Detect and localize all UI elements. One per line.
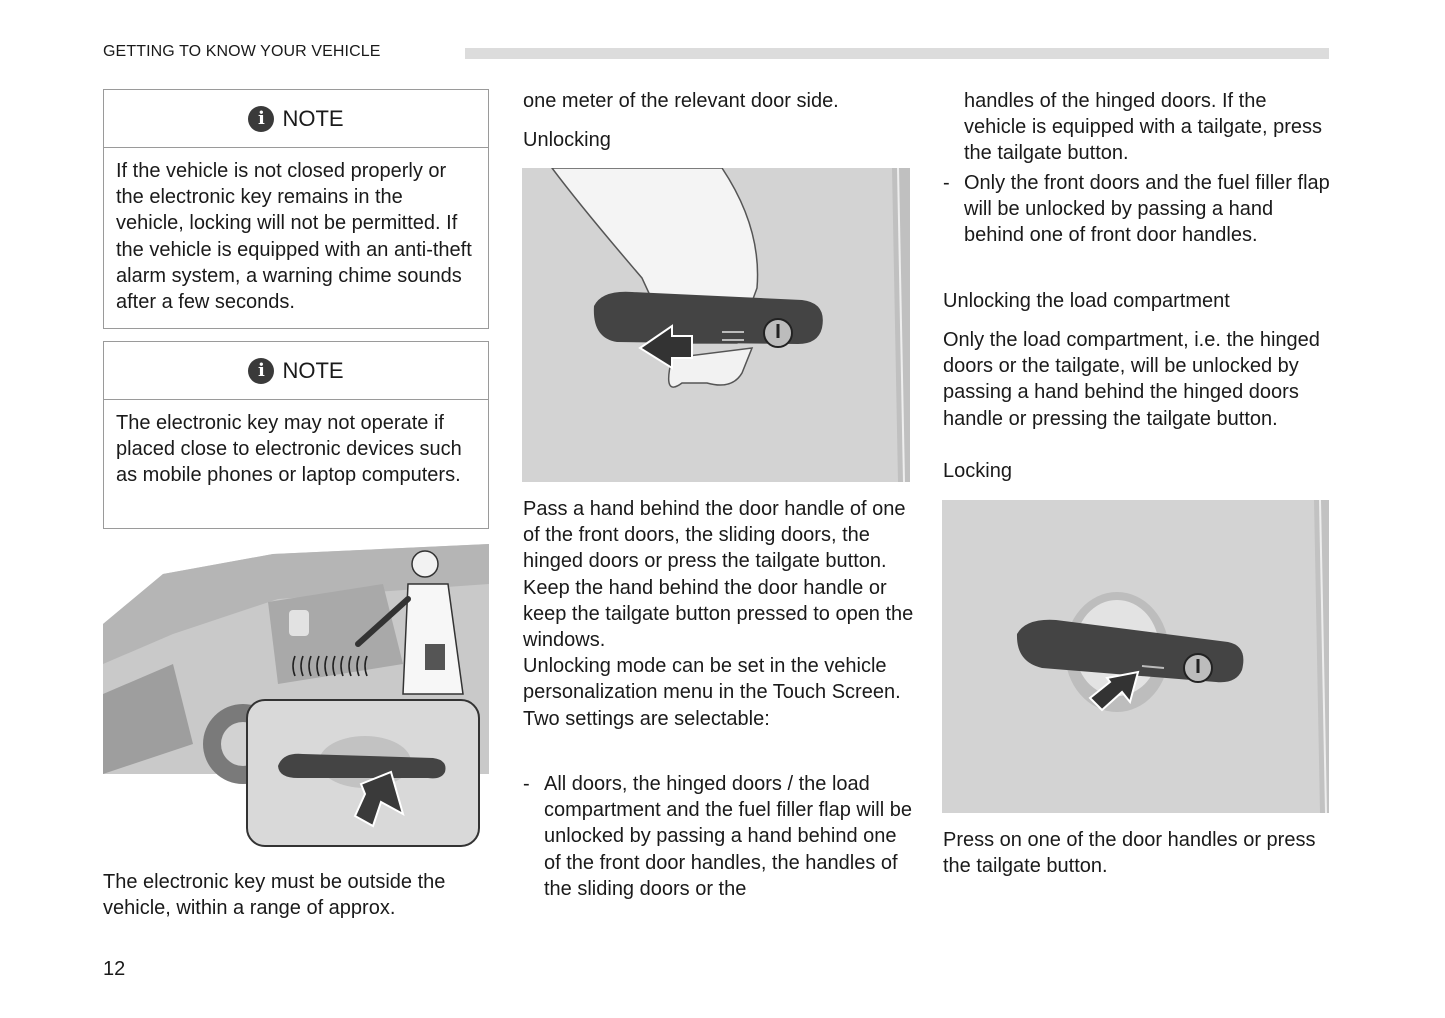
load-compartment-heading: Unlocking the load compartment — [943, 290, 1230, 312]
unlocking-modes-list-cont — [943, 170, 1335, 249]
note-header — [104, 90, 488, 148]
note-header — [104, 342, 488, 400]
note-label: NOTE — [282, 357, 344, 383]
unlocking-modes-list — [523, 771, 915, 902]
info-icon: i — [248, 358, 274, 384]
locking-door-handle-illustration — [942, 500, 1329, 813]
unlocking-instructions — [523, 496, 915, 732]
unlocking-paragraph-2: Keep the hand behind the door handle or keep the tailgate button pressed to open the windows. — [523, 576, 914, 652]
unlocking-paragraph-3: Unlocking mode can be set in the vehicle personalization menu in the Touch Screen. Two settings are selectable: — [523, 655, 901, 730]
header-rule — [465, 48, 1329, 59]
page-header-title: GETTING TO KNOW YOUR VEHICLE — [103, 43, 381, 60]
list-item-continuation: handles of the hinged doors. If the vehicle is equipped with a tailgate, press the tailgate button. — [964, 90, 1322, 165]
van-key-range-illustration — [103, 544, 489, 850]
note-box-closing — [103, 89, 489, 329]
unlocking-heading: Unlocking — [523, 129, 611, 151]
locking-heading: Locking — [943, 460, 1012, 482]
unlocking-paragraph-1: Pass a hand behind the door handle of one of the front doors, the sliding doors, the hinged doors or press the tailgate button. — [523, 498, 906, 573]
key-range-caption: The electronic key must be outside the vehicle, within a range of approx. — [103, 871, 446, 920]
page-number: 12 — [103, 958, 126, 980]
list-item: - Only the front doors and the fuel filler flap will be unlocked by passing a hand behind one of front door handles. — [943, 170, 1335, 249]
list-item: - All doors, the hinged doors / the load compartment and the fuel filler flap will be unlocked by passing a hand behind one of the front door handles, the handles of the sliding doors or the — [523, 771, 915, 902]
info-icon: i — [248, 106, 274, 132]
continuation-text: one meter of the relevant door side. — [523, 90, 839, 112]
note-text: The electronic key may not operate if placed close to electronic devices such as mobile phones or laptop computers. — [116, 412, 462, 487]
unlocking-door-handle-illustration — [522, 168, 910, 482]
note-label: NOTE — [282, 105, 344, 131]
note-box-interference — [103, 341, 489, 529]
note-text: If the vehicle is not closed properly or the electronic key remains in the vehicle, locking will not be permitted. If the vehicle is equipped with an anti-theft alarm system, a warning chime sounds after a few seconds. — [116, 160, 472, 314]
locking-caption: Press on one of the door handles or press the tailgate button. — [943, 829, 1316, 878]
load-compartment-text: Only the load compartment, i.e. the hinged doors or the tailgate, will be unlocked by passing a hand behind the hinged doors handle or pressing the tailgate button. — [943, 329, 1320, 430]
